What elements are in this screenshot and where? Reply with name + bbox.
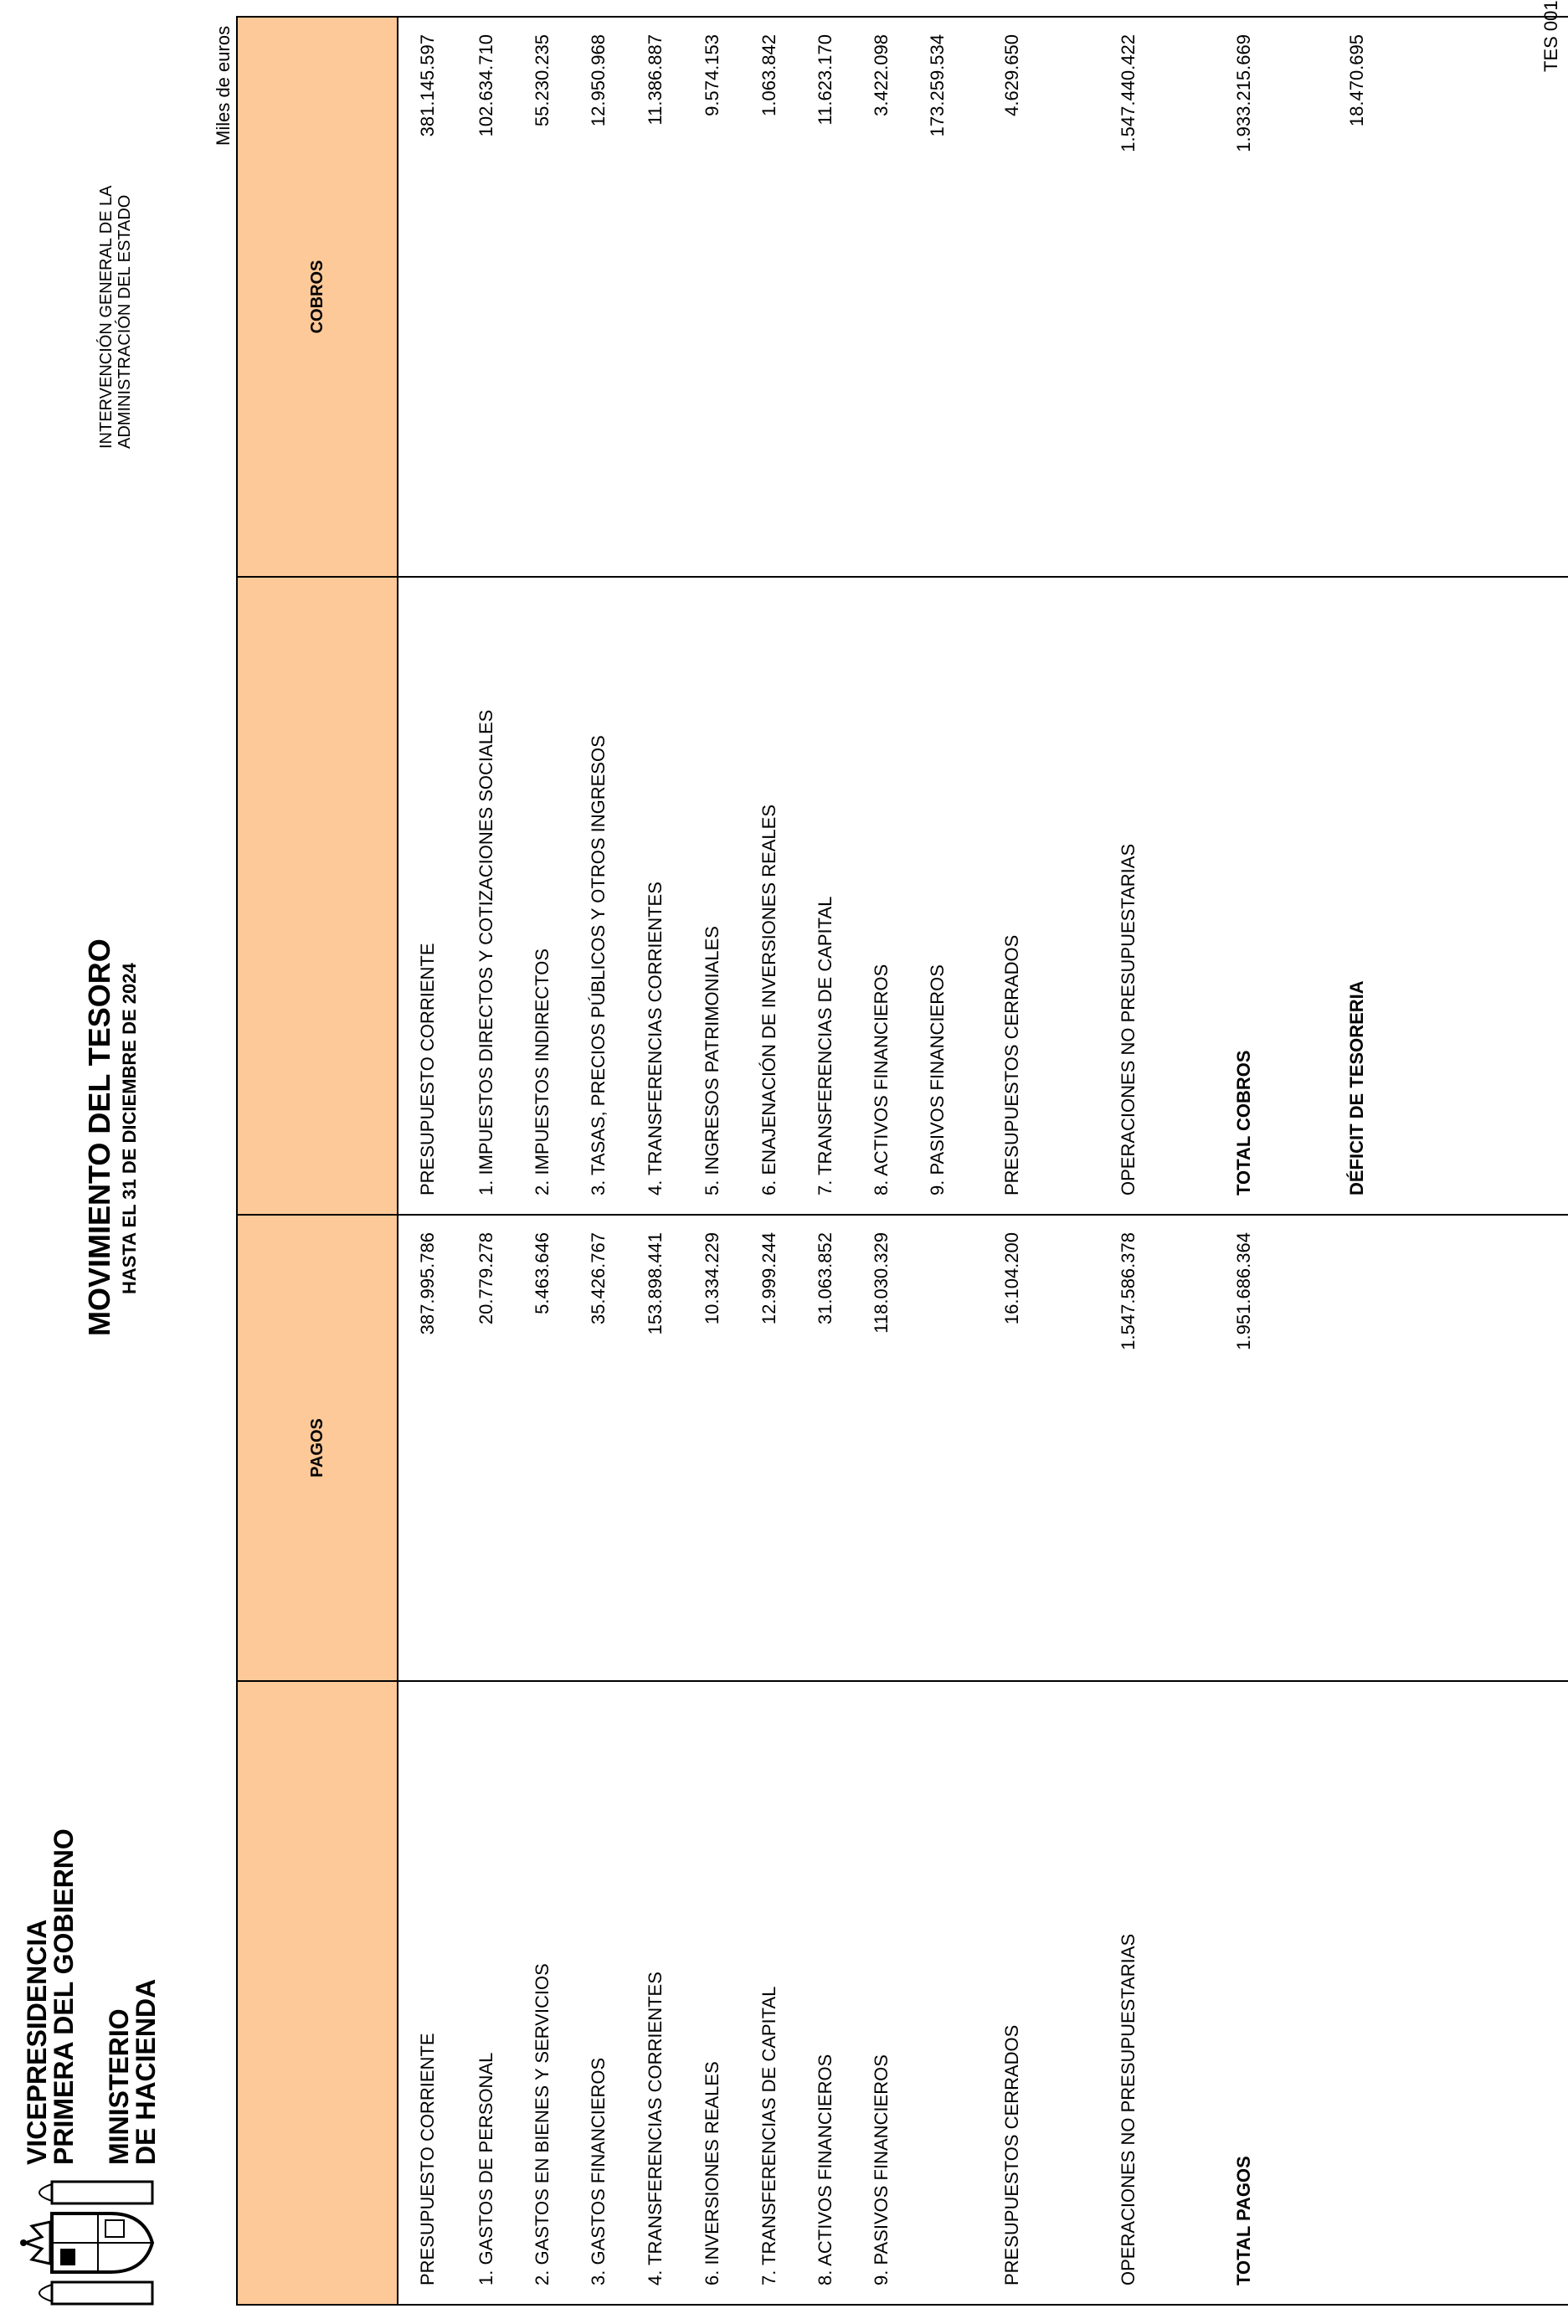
cobros-row-label: 8. ACTIVOS FINANCIEROS bbox=[871, 964, 892, 1195]
cobros-row-value: 11.386.887 bbox=[645, 34, 666, 126]
pagos-header: PAGOS bbox=[237, 1215, 398, 1681]
cobros-row-value: 12.950.968 bbox=[588, 34, 609, 127]
cobros-row-value: 4.629.650 bbox=[1001, 34, 1022, 116]
cobros-row-value: 55.230.235 bbox=[532, 34, 553, 127]
cobros-row-label: DÉFICIT DE TESORERIA bbox=[1346, 980, 1367, 1195]
pagos-row-value: 20.779.278 bbox=[476, 1232, 496, 1325]
pagos-label-header bbox=[237, 1681, 398, 2305]
pagos-row-label: 7. TRANSFERENCIAS DE CAPITAL bbox=[758, 1986, 779, 2285]
pagos-row-label: 9. PASIVOS FINANCIEROS bbox=[871, 2054, 892, 2285]
ministry-line-1: VICEPRESIDENCIA bbox=[22, 1919, 52, 2165]
pagos-row-value: 10.334.229 bbox=[702, 1232, 722, 1325]
cobros-row-label: OPERACIONES NO PRESUPUESTARIAS bbox=[1118, 843, 1139, 1195]
cobros-row-label: 1. IMPUESTOS DIRECTOS Y COTIZACIONES SOCIALES bbox=[476, 709, 496, 1195]
cobros-values-cell bbox=[398, 17, 1568, 577]
pagos-row-value: 12.999.244 bbox=[758, 1232, 779, 1325]
cobros-row-value: 102.634.710 bbox=[476, 34, 496, 137]
cobros-row-value: 381.145.597 bbox=[417, 34, 438, 137]
pagos-labels-cell bbox=[398, 1681, 1568, 2305]
ministry-line-4: DE HACIENDA bbox=[131, 1978, 161, 2165]
cobros-row-label: 5. INGRESOS PATRIMONIALES bbox=[702, 926, 722, 1195]
cobros-row-value: 11.623.170 bbox=[815, 34, 835, 126]
cobros-row-label: 3. TASAS, PRECIOS PÚBLICOS Y OTROS INGRESOS bbox=[588, 735, 609, 1195]
cobros-row-value: 173.259.534 bbox=[927, 34, 948, 137]
igae-line-1: INTERVENCIÓN GENERAL DE LA bbox=[97, 185, 116, 449]
cobros-row-value: 1.063.842 bbox=[758, 34, 779, 116]
pagos-row-label: 4. TRANSFERENCIAS CORRIENTES bbox=[645, 1972, 666, 2285]
cobros-row-label: 4. TRANSFERENCIAS CORRIENTES bbox=[645, 882, 666, 1195]
pagos-row-label: TOTAL PAGOS bbox=[1233, 2156, 1254, 2285]
cobros-row-value: 9.574.153 bbox=[702, 34, 722, 116]
cobros-row-label: PRESUPUESTOS CERRADOS bbox=[1001, 934, 1022, 1195]
treasury-table bbox=[236, 16, 1568, 2306]
pagos-row-value: 31.063.852 bbox=[815, 1232, 835, 1325]
cobros-row-label: 7. TRANSFERENCIAS DE CAPITAL bbox=[815, 896, 835, 1195]
pagos-row-label: 2. GASTOS EN BIENES Y SERVICIOS bbox=[532, 1963, 553, 2285]
cobros-labels-cell bbox=[398, 577, 1568, 1215]
page-subtitle: HASTA EL 31 DE DICIEMBRE DE 2024 bbox=[119, 963, 140, 1294]
igae-block bbox=[97, 185, 134, 449]
ministry-block bbox=[23, 1828, 159, 2165]
table-header-row bbox=[237, 17, 398, 2305]
pagos-row-value: 387.995.786 bbox=[417, 1232, 438, 1335]
cobros-row-value: 3.422.098 bbox=[871, 34, 892, 116]
pagos-values-cell bbox=[398, 1215, 1568, 1681]
cobros-row-label: 6. ENAJENACIÓN DE INVERSIONES REALES bbox=[758, 804, 779, 1195]
pagos-row-value: 118.030.329 bbox=[871, 1232, 892, 1334]
cobros-label-header bbox=[237, 577, 398, 1215]
cobros-row-value: 1.547.440.422 bbox=[1118, 34, 1139, 152]
ministry-line-3: MINISTERIO bbox=[104, 2008, 134, 2165]
cobros-row-label: TOTAL COBROS bbox=[1233, 1050, 1254, 1195]
cobros-row-label: 9. PASIVOS FINANCIEROS bbox=[927, 964, 948, 1195]
pagos-row-label: 1. GASTOS DE PERSONAL bbox=[476, 2052, 496, 2285]
coat-of-arms-icon bbox=[18, 2180, 161, 2306]
pagos-row-label: 8. ACTIVOS FINANCIEROS bbox=[815, 2054, 835, 2285]
pagos-row-label: PRESUPUESTO CORRIENTE bbox=[417, 2033, 438, 2285]
pagos-row-label: 3. GASTOS FINANCIEROS bbox=[588, 2057, 609, 2285]
cobros-header: COBROS bbox=[237, 17, 398, 577]
page-title: MOVIMIENTO DEL TESORO bbox=[82, 938, 116, 1336]
cobros-row-label: 2. IMPUESTOS INDIRECTOS bbox=[532, 948, 553, 1195]
pagos-row-label: PRESUPUESTOS CERRADOS bbox=[1001, 2024, 1022, 2285]
document-code: TES 001 bbox=[1540, 0, 1561, 72]
pagos-row-value: 1.951.686.364 bbox=[1233, 1232, 1254, 1350]
pagos-row-label: 6. INVERSIONES REALES bbox=[702, 2061, 722, 2285]
igae-line-2: ADMINISTRACIÓN DEL ESTADO bbox=[116, 194, 134, 449]
ministry-line-2: PRIMERA DEL GOBIERNO bbox=[49, 1828, 79, 2165]
cobros-row-label: PRESUPUESTO CORRIENTE bbox=[417, 943, 438, 1195]
cobros-row-value: 18.470.695 bbox=[1346, 34, 1367, 127]
units-label: Miles de euros bbox=[213, 25, 234, 146]
pagos-row-value: 35.426.767 bbox=[588, 1232, 609, 1325]
pagos-row-value: 16.104.200 bbox=[1001, 1232, 1022, 1325]
cobros-row-value: 1.933.215.669 bbox=[1233, 34, 1254, 152]
table-body-row bbox=[398, 17, 1568, 2305]
pagos-row-value: 1.547.586.378 bbox=[1118, 1232, 1139, 1350]
pagos-row-value: 5.463.646 bbox=[532, 1232, 553, 1314]
pagos-row-value: 153.898.441 bbox=[645, 1232, 666, 1335]
pagos-row-label: OPERACIONES NO PRESUPUESTARIAS bbox=[1118, 1933, 1139, 2285]
